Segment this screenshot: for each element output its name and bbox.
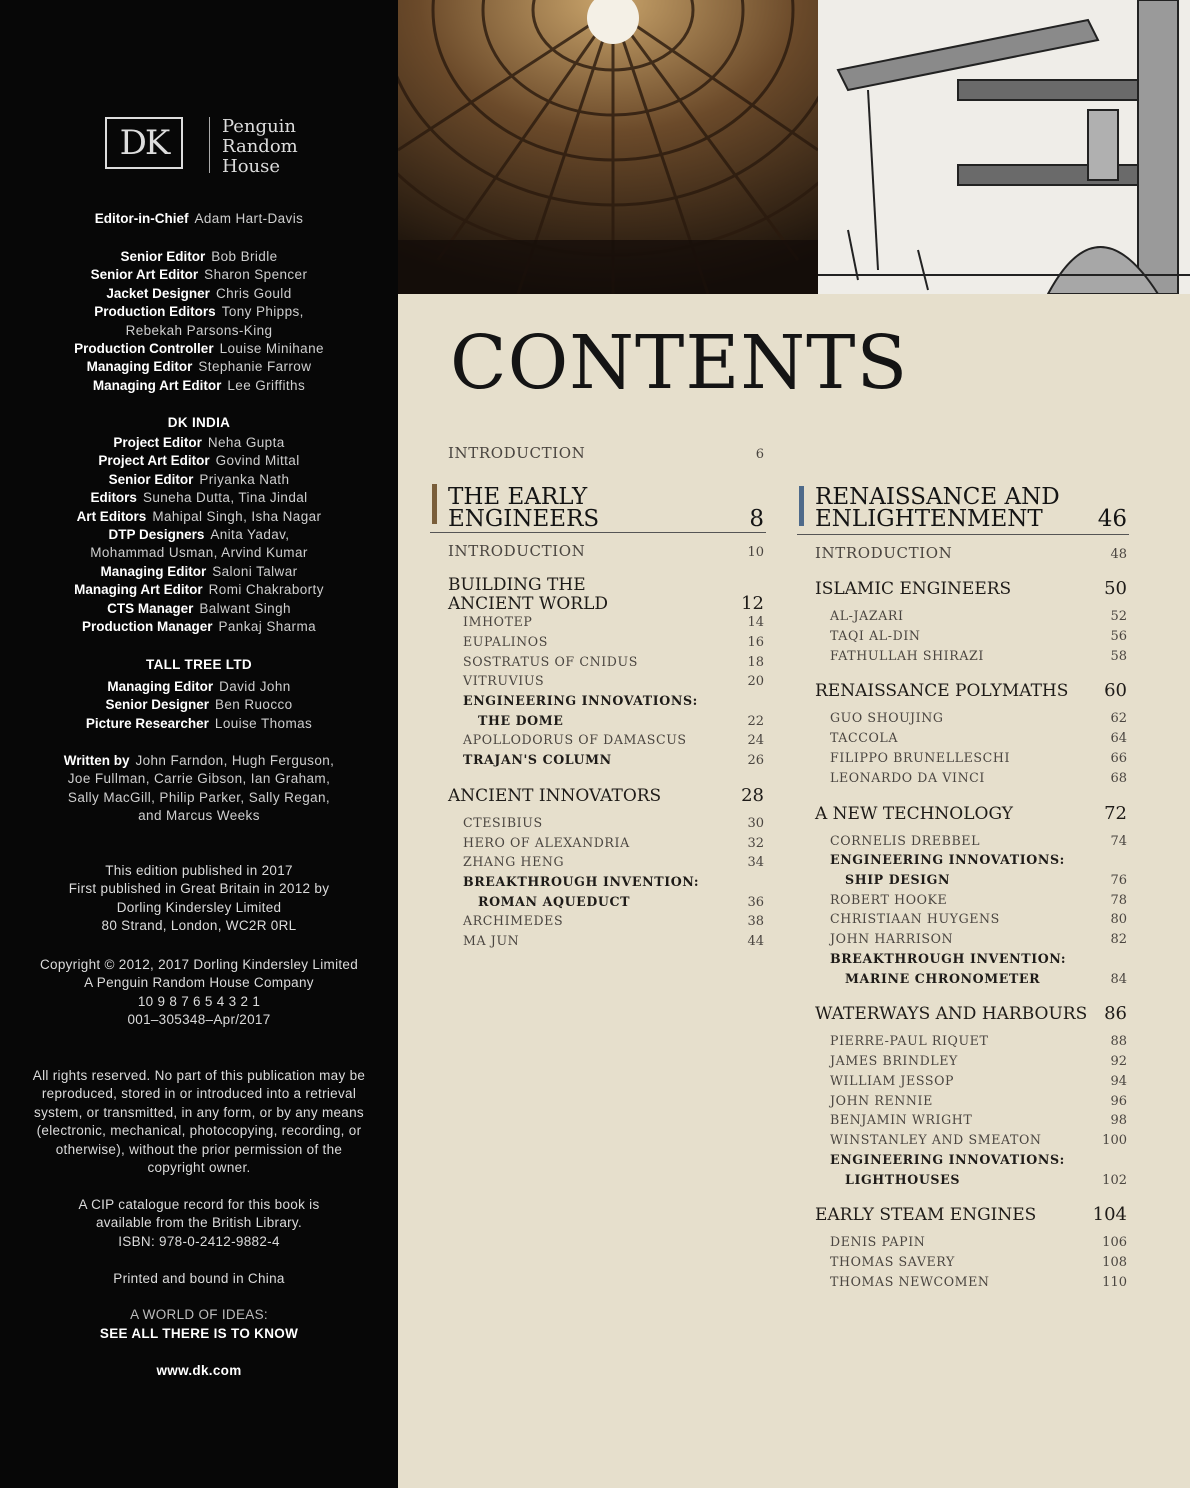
toc-label: FATHULLAH SHIRAZI (830, 647, 984, 663)
credit-name: Anita Yadav, (210, 527, 290, 543)
credit-block (0, 210, 398, 228)
toc-page: 74 (1110, 833, 1127, 849)
toc-entry[interactable] (815, 1152, 1127, 1167)
toc-entry[interactable] (815, 951, 1127, 966)
toc-page: 108 (1102, 1255, 1127, 1270)
credit-role: Art Editors (76, 508, 147, 524)
toc-entry[interactable] (815, 1112, 1127, 1128)
toc-entry[interactable] (815, 1053, 1127, 1069)
credit-role: Project Art Editor (98, 453, 210, 469)
credit-role: Jacket Designer (106, 285, 210, 301)
credit-role: Managing Editor (100, 563, 207, 579)
toc-page: 44 (747, 934, 764, 950)
toc-section[interactable] (815, 1003, 1127, 1024)
toc-page: 30 (747, 815, 764, 831)
credit-line (0, 600, 398, 618)
imprint-text-block (0, 956, 398, 1030)
toc-page: 92 (1110, 1054, 1127, 1069)
toc-label: ISLAMIC ENGINEERS (815, 579, 1012, 599)
toc-label: VITRUVIUS (463, 673, 545, 689)
credit-name: Mohammad Usman, Arvind Kumar (90, 545, 308, 561)
toc-page: 26 (747, 753, 764, 769)
toc-page: 60 (1104, 680, 1127, 702)
toc-entry[interactable] (448, 894, 764, 910)
toc-intro[interactable]: INTRODUCTION 10 (448, 542, 764, 560)
toc-label: ARCHIMEDES (463, 913, 564, 929)
imprint-line: copyright owner. (147, 1160, 251, 1176)
toc-page: 56 (1110, 628, 1127, 644)
toc-entry[interactable] (448, 673, 764, 689)
header-images (398, 0, 1190, 294)
credit-role: Editor-in-Chief (94, 211, 189, 226)
toc-page: 80 (1110, 912, 1127, 928)
imprint-line: 10 9 8 7 6 5 4 3 2 1 (137, 993, 261, 1009)
toc-entry[interactable] (815, 710, 1127, 726)
toc-page: 22 (747, 713, 764, 729)
toc-entry[interactable] (448, 752, 764, 768)
toc-entry[interactable] (448, 913, 764, 929)
toc-label: BREAKTHROUGH INVENTION: (463, 874, 700, 890)
credit-line (0, 770, 398, 788)
toc-entry[interactable] (815, 1033, 1127, 1049)
part-marker (432, 484, 437, 524)
toc-label: ROMAN AQUEDUCT (478, 893, 631, 909)
credit-name: Joe Fullman, Carrie Gibson, Ian Graham, (67, 771, 331, 787)
credit-line (0, 526, 398, 544)
toc-entry[interactable] (448, 654, 764, 670)
toc-label: WINSTANLEY AND SMEATON (830, 1132, 1042, 1148)
toc-label: IMHOTEP (463, 614, 533, 629)
toc-page: 100 (1102, 1133, 1127, 1149)
credit-name: Bob Bridle (211, 249, 278, 264)
credit-role: Production Controller (74, 341, 214, 357)
toc-section[interactable] (815, 1204, 1127, 1225)
toc-section[interactable] (448, 576, 764, 614)
credit-role: Written by (63, 753, 130, 768)
toc-label: ZHANG HENG (463, 854, 565, 870)
credit-line (0, 508, 398, 526)
credit-block (0, 752, 398, 826)
toc-page: 68 (1110, 770, 1127, 786)
credit-line (0, 434, 398, 452)
toc-page: 66 (1110, 751, 1127, 766)
toc-entry[interactable] (815, 1172, 1127, 1188)
credit-line (0, 618, 398, 636)
toc-page: 82 (1110, 932, 1127, 948)
toc-label: MARINE CHRONOMETER (845, 970, 1041, 986)
toc-label: GUO SHOUJING (830, 710, 944, 726)
credit-line (0, 715, 398, 733)
credit-role: Senior Art Editor (90, 267, 199, 283)
imprint-line: All rights reserved. No part of this publication may be (32, 1068, 366, 1083)
toc-label: BUILDING THE ANCIENT WORLD (448, 575, 609, 614)
toc-page: 110 (1102, 1274, 1127, 1290)
credit-role: Managing Art Editor (92, 377, 222, 393)
credit-line (0, 789, 398, 807)
page-title: CONTENTS (450, 320, 909, 406)
credit-name: Sally MacGill, Philip Parker, Sally Regan, (67, 789, 331, 805)
toc-label: ANCIENT INNOVATORS (448, 785, 662, 806)
slogan: SEE ALL THERE IS TO KNOW (99, 1326, 299, 1341)
toc-entry[interactable] (815, 608, 1127, 624)
toc-label: ENGINEERING INNOVATIONS: (463, 693, 698, 709)
imprint-line: available from the British Library. (95, 1215, 303, 1231)
credit-role: Production Editors (94, 304, 216, 320)
credit-name: Louise Minihane (219, 341, 324, 357)
credit-name: Pankaj Sharma (218, 619, 316, 635)
credit-line (0, 358, 398, 376)
website-url: www.dk.com (156, 1363, 242, 1378)
toc-page: 14 (747, 615, 764, 630)
credit-name: Balwant Singh (199, 600, 291, 616)
toc-entry[interactable] (448, 693, 764, 708)
toc-entry[interactable] (448, 614, 764, 630)
toc-page: 16 (747, 634, 764, 650)
imprint-line: ISBN: 978-0-2412-9882-4 (118, 1233, 280, 1249)
toc-label: WILLIAM JESSOP (830, 1072, 955, 1088)
credit-name: Romi Chakraborty (208, 582, 324, 598)
credit-line (0, 489, 398, 507)
slogan: A WORLD OF IDEAS: (130, 1307, 268, 1322)
credit-block (0, 434, 398, 636)
toc-label: THOMAS SAVERY (830, 1254, 955, 1269)
credit-line (0, 285, 398, 303)
penguin-random-house-logo: Penguin Random House (222, 116, 298, 177)
toc-page: 88 (1110, 1034, 1127, 1050)
toc-entry[interactable] (815, 911, 1127, 927)
toc-page: 64 (1110, 731, 1127, 747)
credit-name: Saloni Talwar (212, 563, 298, 579)
credit-role: Picture Researcher (85, 715, 209, 731)
imprint-text-block (0, 1196, 398, 1251)
credit-name: Priyanka Nath (199, 471, 290, 487)
toc-entry[interactable] (815, 1093, 1127, 1109)
credit-name: Suneha Dutta, Tina Jindal (142, 490, 308, 506)
toc-label: BENJAMIN WRIGHT (830, 1112, 973, 1128)
toc-page: 38 (747, 914, 764, 930)
imprint-panel (0, 0, 398, 1488)
toc-section[interactable] (815, 578, 1127, 599)
imprint-text-block (0, 1067, 398, 1177)
credit-name: Sharon Spencer (204, 267, 308, 283)
printed-note: Printed and bound in China (113, 1271, 285, 1286)
toc-entry[interactable] (815, 1073, 1127, 1089)
toc-entry[interactable] (815, 892, 1127, 908)
toc-page: 78 (1110, 892, 1127, 908)
credit-name: John Farndon, Hugh Ferguson, (135, 753, 335, 768)
credit-role: Senior Editor (108, 471, 194, 487)
credit-name: Govind Mittal (215, 453, 300, 469)
toc-entry[interactable] (815, 628, 1127, 644)
toc-entry[interactable] (815, 971, 1127, 987)
toc-page: 86 (1104, 1003, 1127, 1025)
credit-name: and Marcus Weeks (138, 808, 260, 824)
toc-page: 24 (747, 733, 764, 749)
imprint-line: otherwise), without the prior permission of the (55, 1141, 343, 1157)
toc-label: CTESIBIUS (463, 814, 543, 830)
credit-line (0, 696, 398, 714)
credit-role: Senior Designer (105, 697, 209, 713)
toc-entry[interactable] (448, 874, 764, 889)
toc-label: HERO OF ALEXANDRIA (463, 834, 630, 850)
toc-entry[interactable] (448, 634, 764, 650)
credit-line (0, 303, 398, 321)
toc-label: ROBERT HOOKE (830, 891, 948, 907)
toc-page: 52 (1110, 609, 1127, 624)
credit-name: Louise Thomas (214, 715, 313, 731)
toc-entry[interactable] (448, 835, 764, 851)
toc-label: WATERWAYS AND HARBOURS (815, 1004, 1088, 1025)
toc-entry[interactable] (815, 872, 1127, 888)
part-heading-renaissance[interactable]: RENAISSANCE AND ENLIGHTENMENT 46 (815, 484, 1127, 532)
section-heading: DK INDIA (167, 415, 231, 430)
toc-page: 98 (1110, 1113, 1127, 1129)
toc-page: 84 (1110, 971, 1127, 987)
toc-intro[interactable]: INTRODUCTION 48 (815, 544, 1127, 562)
credit-line (0, 544, 398, 562)
imprint-line: This edition published in 2017 (105, 863, 293, 878)
credit-name: Tony Phipps, (221, 304, 304, 320)
credit-name: Stephanie Farrow (198, 359, 312, 375)
toc-page: 58 (1110, 648, 1127, 664)
logo-divider (209, 117, 210, 173)
toc-label: LIGHTHOUSES (845, 1171, 961, 1187)
toc-page: 94 (1110, 1073, 1127, 1089)
toc-entry[interactable] (815, 1132, 1127, 1148)
toc-label: TAQI AL-DIN (830, 627, 921, 643)
toc-label: JOHN RENNIE (830, 1092, 933, 1108)
toc-entry[interactable] (815, 1254, 1127, 1270)
toc-entry[interactable] (448, 713, 764, 729)
toc-label: RENAISSANCE POLYMATHS (815, 681, 1069, 702)
toc-entry[interactable] (815, 833, 1127, 849)
credit-role: Senior Editor (120, 249, 206, 264)
toc-entry[interactable] (815, 1274, 1127, 1290)
toc-column-right (815, 444, 1127, 1294)
credit-name: Mahipal Singh, Isha Nagar (152, 508, 322, 524)
toc-page: 18 (747, 654, 764, 670)
toc-entry[interactable] (815, 730, 1127, 746)
toc-page: 72 (1104, 802, 1127, 824)
toc-entry[interactable] (815, 931, 1127, 947)
toc-entry[interactable] (815, 750, 1127, 766)
imprint-line: 80 Strand, London, WC2R 0RL (101, 918, 297, 934)
toc-page: 34 (747, 855, 764, 871)
toc-page: 12 (741, 593, 764, 614)
toc-page: 96 (1110, 1093, 1127, 1109)
toc-label: ENGINEERING INNOVATIONS: (830, 1152, 1065, 1167)
credit-line (0, 322, 398, 340)
toc-entry[interactable] (448, 732, 764, 748)
imprint-line: Copyright © 2012, 2017 Dorling Kindersley Limited (39, 957, 359, 972)
toc-page: 28 (741, 784, 764, 806)
credit-role: CTS Manager (107, 600, 194, 616)
toc-label: DENIS PAPIN (830, 1234, 926, 1250)
credit-name: Neha Gupta (207, 435, 285, 450)
credit-line (0, 807, 398, 825)
contents-page (398, 294, 1190, 1488)
toc-column-left (448, 444, 764, 1144)
toc-entry[interactable] (448, 933, 764, 949)
credit-role: DTP Designers (108, 527, 205, 543)
toc-label: AL-JAZARI (830, 608, 904, 623)
toc-section[interactable] (815, 803, 1127, 824)
credit-line (0, 581, 398, 599)
toc-section[interactable] (815, 680, 1127, 701)
toc-label: FILIPPO BRUNELLESCHI (830, 750, 1011, 765)
toc-label: MA JUN (463, 933, 520, 949)
toc-label: ENGINEERING INNOVATIONS: (830, 852, 1065, 868)
credit-role: Managing Art Editor (74, 582, 203, 598)
toc-label: JAMES BRINDLEY (830, 1053, 958, 1068)
part-rule (430, 532, 766, 533)
toc-label: LEONARDO DA VINCI (830, 769, 985, 785)
credit-block (0, 248, 398, 395)
toc-label: PIERRE-PAUL RIQUET (830, 1033, 989, 1049)
part-rule (797, 534, 1129, 535)
toc-page: 20 (747, 674, 764, 690)
imprint-line: A Penguin Random House Company (84, 975, 314, 991)
credit-role: Managing Editor (86, 359, 193, 375)
toc-label: EARLY STEAM ENGINES (815, 1205, 1037, 1226)
credit-role: Managing Editor (107, 679, 214, 694)
toc-label: CHRISTIAAN HUYGENS (830, 911, 1000, 927)
credit-block (0, 678, 398, 733)
toc-page: 76 (1110, 873, 1127, 888)
toc-label: BREAKTHROUGH INVENTION: (830, 951, 1067, 966)
toc-entry[interactable] (815, 648, 1127, 664)
credit-name: Chris Gould (215, 285, 292, 301)
imprint-line: Dorling Kindersley Limited (116, 899, 282, 915)
publisher-logo (105, 117, 298, 177)
toc-label: JOHN HARRISON (830, 931, 954, 947)
credit-line (0, 452, 398, 470)
steam-engine-engraving (818, 0, 1190, 294)
toc-entry[interactable] (448, 854, 764, 870)
imprint-text-block (0, 862, 398, 936)
toc-intro[interactable]: INTRODUCTION 6 (448, 444, 764, 462)
toc-label: CORNELIS DREBBEL (830, 832, 981, 848)
credit-role: Editors (90, 490, 137, 506)
credit-name: Lee Griffiths (227, 377, 306, 393)
credit-line (0, 563, 398, 581)
part-heading-early-engineers[interactable]: THE EARLY ENGINEERS 8 (448, 484, 764, 532)
toc-label: SHIP DESIGN (845, 872, 951, 887)
toc-label: SOSTRATUS OF CNIDUS (463, 653, 638, 669)
credit-line (0, 678, 398, 696)
credit-name: Adam Hart-Davis (194, 211, 304, 226)
imprint-line: A CIP catalogue record for this book is (78, 1197, 320, 1212)
toc-entry[interactable] (815, 852, 1127, 867)
imprint-line: reproduced, stored in or introduced into a retrieval (41, 1086, 357, 1102)
section-heading: TALL TREE LTD (146, 657, 252, 672)
credit-line (0, 248, 398, 266)
toc-label: TRAJAN'S COLUMN (463, 752, 612, 768)
credit-name: Rebekah Parsons-King (125, 322, 273, 338)
imprint-line: system, or transmitted, in any form, or by any means (34, 1104, 364, 1120)
dk-logo: DK (105, 117, 183, 169)
credit-name: Ben Ruocco (214, 697, 293, 713)
imprint-line: (electronic, mechanical, photocopying, recording, or (36, 1123, 362, 1139)
toc-label: A NEW TECHNOLOGY (815, 803, 1013, 824)
credit-role: Project Editor (113, 435, 202, 450)
credit-line (0, 340, 398, 358)
toc-entry[interactable] (815, 770, 1127, 786)
credit-line (0, 377, 398, 395)
toc-page: 32 (747, 835, 764, 851)
credit-role: Production Manager (81, 619, 213, 635)
imprint-line: First published in Great Britain in 2012 by (68, 881, 330, 897)
toc-page: 104 (1092, 1204, 1127, 1226)
toc-label: APOLLODORUS OF DAMASCUS (463, 732, 687, 748)
credit-line (0, 210, 398, 228)
part-marker (799, 486, 804, 526)
toc-entry[interactable] (448, 815, 764, 831)
toc-page: 106 (1102, 1235, 1127, 1251)
toc-page: 50 (1104, 578, 1127, 599)
toc-label: THOMAS NEWCOMEN (830, 1273, 990, 1289)
toc-label: TACCOLA (830, 730, 899, 746)
toc-page: 102 (1102, 1172, 1127, 1188)
toc-label: THE DOME (478, 712, 564, 728)
toc-entry[interactable] (815, 1234, 1127, 1250)
credit-line (0, 752, 398, 770)
toc-page: 36 (747, 894, 764, 910)
credit-name: David John (219, 679, 291, 694)
imprint-line: 001–305348–Apr/2017 (127, 1012, 271, 1028)
toc-section[interactable] (448, 785, 764, 806)
toc-label: EUPALINOS (463, 633, 548, 649)
toc-page: 62 (1110, 711, 1127, 727)
credit-line (0, 471, 398, 489)
credit-line (0, 266, 398, 284)
